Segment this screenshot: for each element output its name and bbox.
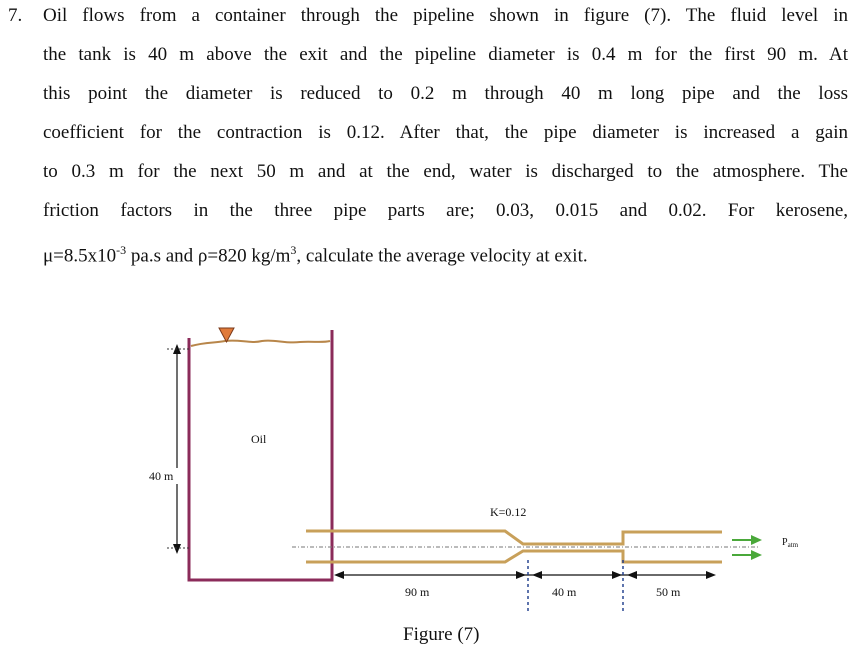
problem-line-5: to 0.3 m for the next 50 m and at the end, water is discharged to the atmosphere. The [43,161,848,182]
problem-line-6: friction factors in the three pipe parts are; 0.03, 0.015 and 0.02. For kerosene, [43,200,848,221]
flow-arrowhead-top-icon [751,535,762,545]
seg3-length-label: 50 m [656,585,681,599]
seg3-arrow-right-icon [706,571,716,579]
seg1-arrow-right-icon [516,571,526,579]
problem-line-1: Oil flows from a container through the pipeline shown in figure (7). The fluid level in [43,5,848,26]
seg2-length-label: 40 m [552,585,577,599]
pipe-top-wall [306,531,722,544]
height-label: 40 m [149,469,174,483]
atmospheric-pressure-label: $P_{atm}$ [782,537,799,549]
viscosity-value: μ=8.5x10 [43,245,117,267]
seg1-arrow-left-icon [334,571,344,579]
question-number: 7. [8,5,23,26]
density-text: pa.s and ρ=820 kg/m [126,245,291,267]
fluid-level-line [191,341,330,346]
contraction-k-label: K=0.12 [490,505,527,519]
height-arrow-bottom-icon [173,544,181,554]
density-exponent: 3 [290,243,297,257]
seg1-length-label: 90 m [405,585,430,599]
seg2-arrow-right-icon [612,571,622,579]
flow-arrowhead-bottom-icon [751,550,762,560]
problem-line-2: the tank is 40 m above the exit and the pipeline diameter is 0.4 m for the first 90 m. At [43,44,848,65]
seg3-arrow-left-icon [627,571,637,579]
problem-question-end: , calculate the average velocity at exit. [296,245,588,267]
pipe-bottom-wall [306,551,722,562]
seg2-arrow-left-icon [532,571,542,579]
tank-oil-label: Oil [251,432,267,446]
figure-caption: Figure (7) [403,624,480,645]
viscosity-exponent: -3 [116,243,127,257]
problem-line-3: this point the diameter is reduced to 0.2 m through 40 m long pipe and the loss [43,83,848,104]
tank-outline [189,330,332,580]
problem-line-4: coefficient for the contraction is 0.12. After that, the pipe diameter is increased a gain [43,122,848,143]
